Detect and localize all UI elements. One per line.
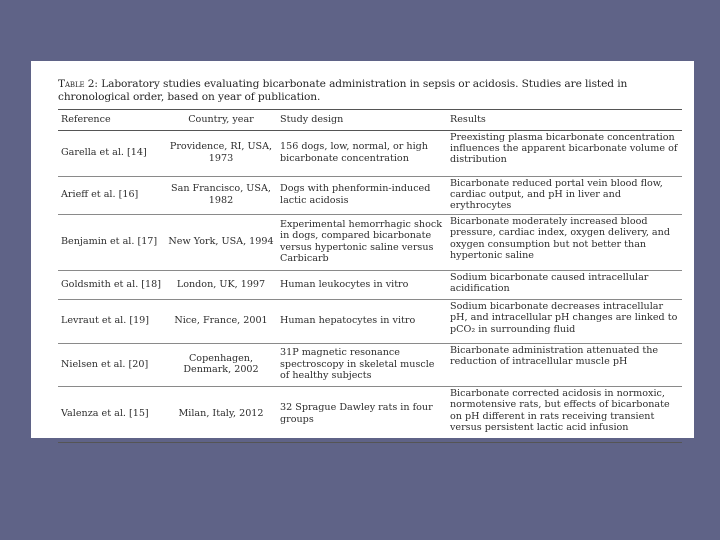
cell-country-year: Copenhagen, Denmark, 2002	[165, 343, 277, 386]
cell-country-year: London, UK, 1997	[165, 270, 277, 299]
table-row	[58, 214, 682, 270]
table-panel	[31, 61, 694, 438]
table-row	[58, 299, 682, 343]
cell-study-design: Dogs with phenformin-induced lactic acidosis	[277, 176, 447, 214]
cell-reference: Garella et al. [14]	[58, 130, 165, 176]
cell-study-design: Human hepatocytes in vitro	[277, 299, 447, 343]
header-study-design: Study design	[277, 110, 447, 130]
cell-results: Sodium bicarbonate caused intracellular acidification	[447, 270, 682, 299]
table-label: Table 2:	[58, 78, 98, 90]
header-results: Results	[447, 110, 682, 130]
cell-country-year: Providence, RI, USA, 1973	[165, 130, 277, 176]
cell-study-design: Human leukocytes in vitro	[277, 270, 447, 299]
header-country-year: Country, year	[165, 110, 277, 130]
table-header-row	[58, 110, 682, 130]
cell-reference: Arieff et al. [16]	[58, 176, 165, 214]
table-row	[58, 270, 682, 299]
table-caption	[58, 78, 682, 103]
table-row	[58, 130, 682, 176]
cell-study-design: 156 dogs, low, normal, or high bicarbonate concentration	[277, 130, 447, 176]
cell-results: Bicarbonate moderately increased blood pressure, cardiac index, oxygen delivery, and oxygen consumption but not better than hypertonic saline	[447, 214, 682, 270]
cell-results: Sodium bicarbonate decreases intracellular pH, and intracellular pH changes are linked to pCO₂ in surrounding fluid	[447, 299, 682, 343]
cell-reference: Benjamin et al. [17]	[58, 214, 165, 270]
cell-country-year: Milan, Italy, 2012	[165, 386, 277, 442]
cell-country-year: Nice, France, 2001	[165, 299, 277, 343]
cell-study-design: 32 Sprague Dawley rats in four groups	[277, 386, 447, 442]
cell-results: Bicarbonate corrected acidosis in normoxic, normotensive rats, but effects of bicarbonate on pH different in rats receiving transient versus persistent lactic acid infusion	[447, 386, 682, 442]
table-row	[58, 176, 682, 214]
table-caption-text: Laboratory studies evaluating bicarbonate administration in sepsis or acidosis. Studies are listed in chronological order, based on year of publication.	[58, 78, 628, 103]
cell-study-design: Experimental hemorrhagic shock in dogs, compared bicarbonate versus hypertonic saline versus Carbicarb	[277, 214, 447, 270]
cell-results: Bicarbonate reduced portal vein blood flow, cardiac output, and pH in liver and erythrocytes	[447, 176, 682, 214]
cell-reference: Valenza et al. [15]	[58, 386, 165, 442]
cell-results: Preexisting plasma bicarbonate concentration influences the apparent bicarbonate volume of distribution	[447, 130, 682, 176]
table-row	[58, 343, 682, 386]
cell-reference: Levraut et al. [19]	[58, 299, 165, 343]
cell-reference: Goldsmith et al. [18]	[58, 270, 165, 299]
studies-table	[58, 109, 682, 443]
cell-study-design: 31P magnetic resonance spectroscopy in skeletal muscle of healthy subjects	[277, 343, 447, 386]
table-row	[58, 386, 682, 442]
cell-country-year: San Francisco, USA, 1982	[165, 176, 277, 214]
cell-country-year: New York, USA, 1994	[165, 214, 277, 270]
cell-results: Bicarbonate administration attenuated the reduction of intracellular muscle pH	[447, 343, 682, 386]
cell-reference: Nielsen et al. [20]	[58, 343, 165, 386]
header-reference: Reference	[58, 110, 165, 130]
